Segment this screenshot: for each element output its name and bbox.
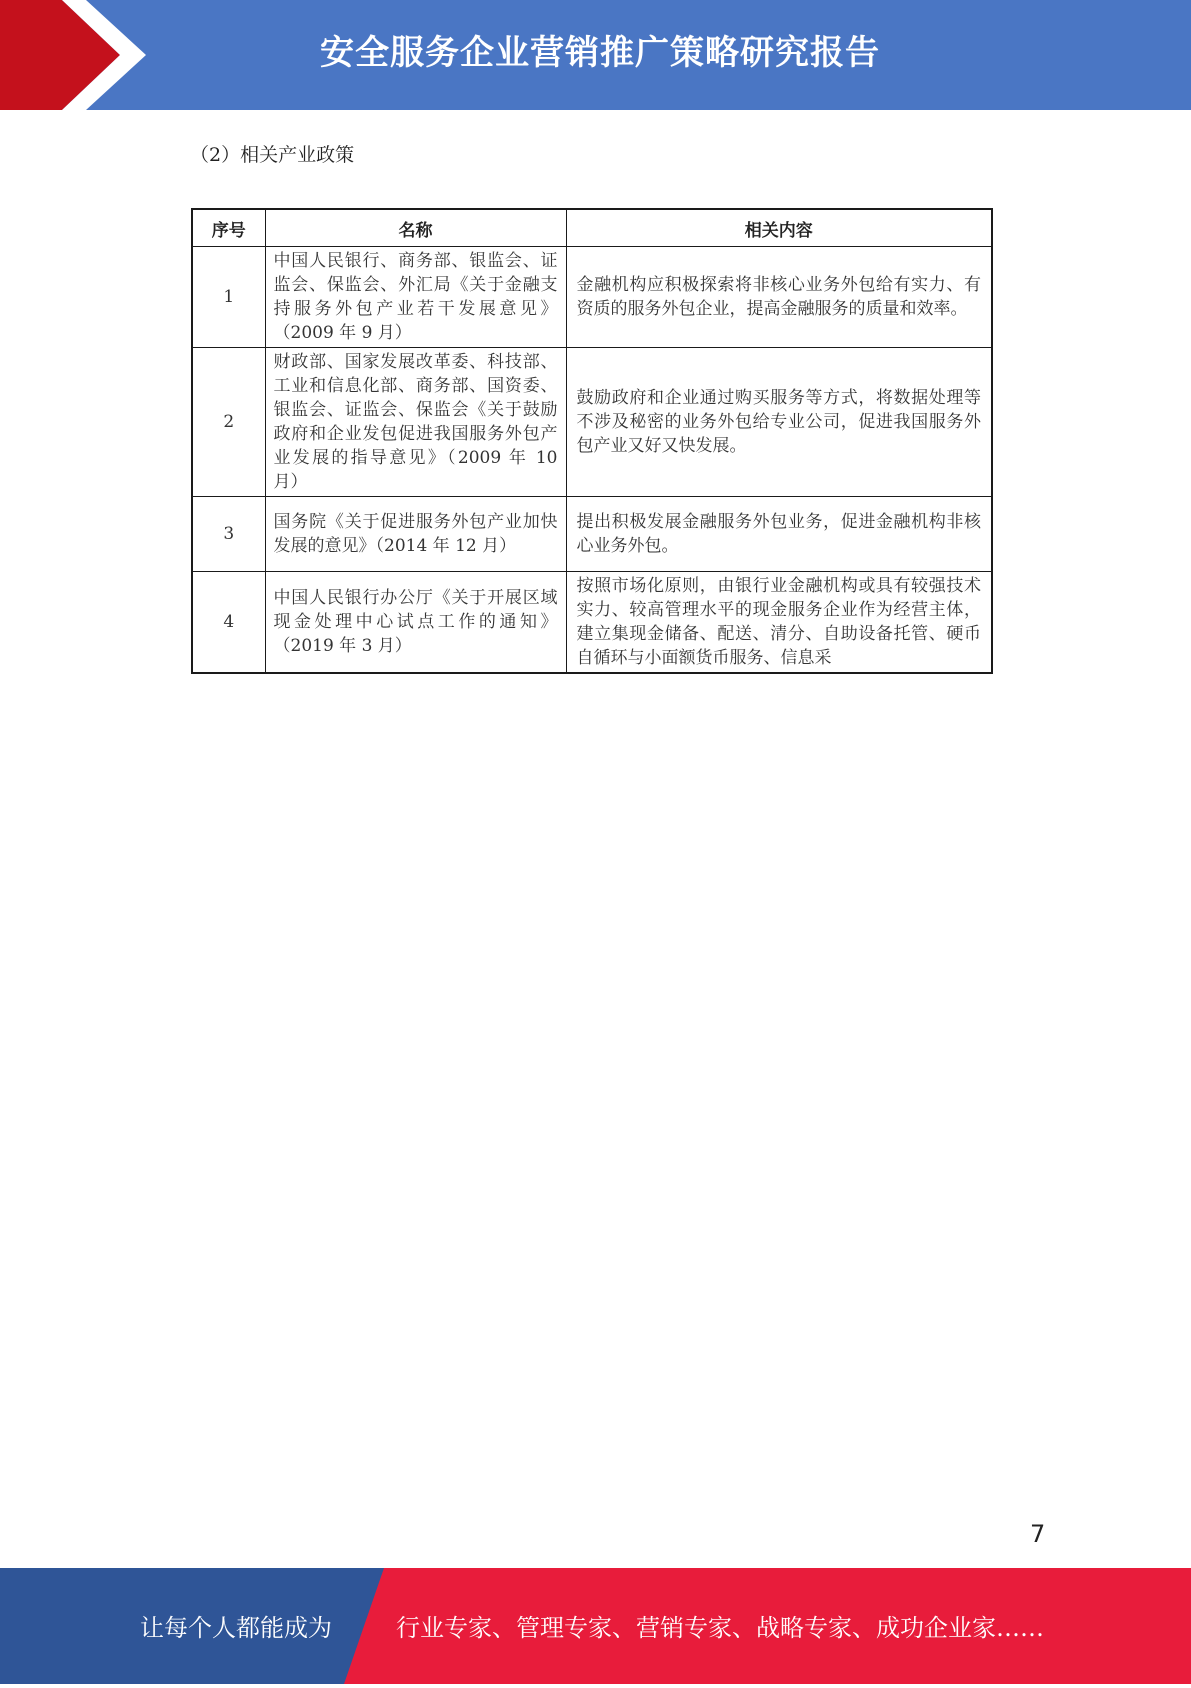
policy-name: 财政部、国家发展改革委、科技部、工业和信息化部、商务部、国资委、银监会、证监会、保监会《关于鼓励政府和企业发包促进我国服务外包产业发展的指导意见》（2009 年 10 月） [265,348,566,497]
policy-content: 按照市场化原则，由银行业金融机构或具有较强技术实力、较高管理水平的现金服务企业作为经营主体，建立集现金储备、配送、清分、自助设备托管、硬币自循环与小面额货币服务、信息采 [576,576,981,668]
column-header-name: 名称 [265,209,566,247]
footer-slogan-right: 行业专家、管理专家、营销专家、战略专家、成功企业家…… [396,1614,1044,1642]
table-row [192,247,992,348]
policy-name: 国务院《关于促进服务外包产业加快发展的意见》（2014 年 12 月） [265,497,566,572]
column-header-content: 相关内容 [566,209,992,247]
policy-content: 提出积极发展金融服务外包业务，促进金融机构非核心业务外包。 [566,497,992,572]
table-row [192,572,992,674]
policy-name: 中国人民银行、商务部、银监会、证监会、保监会、外汇局《关于金融支持服务外包产业若干发展意见》（2009 年 9 月） [265,247,566,348]
table-row [192,497,992,572]
row-number: 3 [192,497,265,572]
page-header [0,0,1191,110]
report-title: 安全服务企业营销推广策略研究报告 [320,33,880,73]
table-header-row [192,209,992,247]
footer-slogan-left: 让每个人都能成为 [140,1614,332,1642]
table-row [192,348,992,497]
red-chevron-emblem-icon [0,0,160,110]
page-number: 7 [1030,1520,1046,1548]
policy-content: 鼓励政府和企业通过购买服务等方式，将数据处理等不涉及秘密的业务外包给专业公司，促进我国服务外包产业又好又快发展。 [566,348,992,497]
policy-table [191,208,993,674]
row-number: 1 [192,247,265,348]
row-number: 4 [192,572,265,674]
page-footer [0,1568,1191,1684]
policy-name: 中国人民银行办公厅《关于开展区域现金处理中心试点工作的通知》（2019 年 3 月） [265,572,566,674]
section-heading: （2）相关产业政策 [190,144,355,166]
policy-content-cell [566,572,992,674]
policy-content: 金融机构应积极探索将非核心业务外包给有实力、有资质的服务外包企业，提高金融服务的质量和效率。 [566,247,992,348]
column-header-number: 序号 [192,209,265,247]
row-number: 2 [192,348,265,497]
